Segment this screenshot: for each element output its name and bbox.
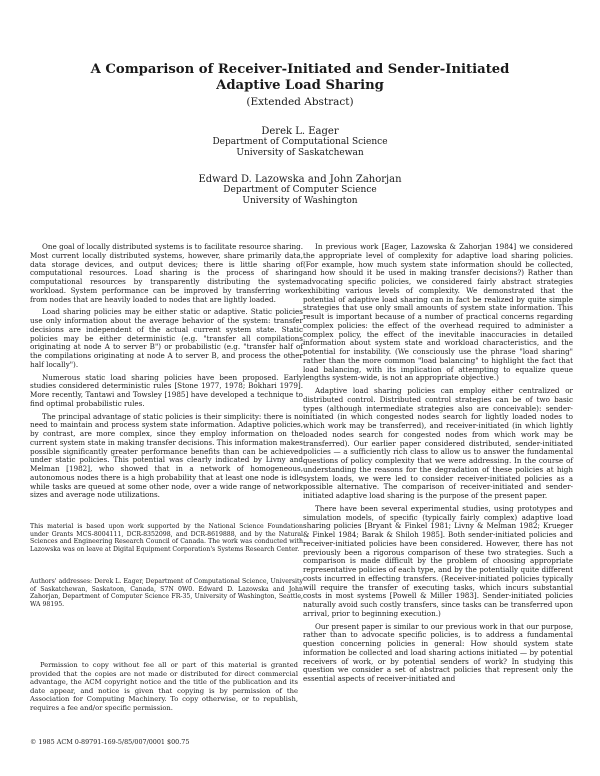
footnote-text: This material is based upon work supported by the National Science Foundation under Grants MCS-8004111, DCR-8352098, and DCR-8619888, and by the Natural Sciences and Engineering Research Council of Canada. The work was conducted with Lazowska was on leave at Digital Equipment Corporation's Systems Research Center. [30,523,303,553]
author-university: University of Washington [242,196,358,206]
body-paragraph: There have been several experimental studies, using prototypes and simulation models, of specific (typically fairly complex) adaptive load sharing policies [Bryant & Finkel 1981; Livny & Melman 1982; Krueger & Finkel 1984; Barak & Shiloh 1985]. Both sender-initiated policies and receiver-initiated policies have been considered. However, there has not previously been a rigorous comparison of these two strategies. Such a comparison is made difficult by the problem of choosing appropriate representative policies of each type, and by the potentially quite different costs incurred in effecting transfers. (Receiver-initiated policies typically will require the transfer of executing tasks, which incurs substantial costs in most systems [Powell & Miller 1983]. Sender-initiated policies naturally avoid such costly transfers, since tasks can be transferred upon arrival, prior to beginning execution.) [303,503,573,618]
footnote-funding [30,523,303,557]
permission-text: Permission to copy without fee all or part of this material is granted provided that the copies are not made or distributed for direct commercial advantage, the ACM copyright notice and the title of the publication and its date appear, and notice is given that copying is by permission of the Association for Computing Machinery. To copy otherwise, or to republish, requires a fee and/or specific permission. [30,661,298,712]
right-column [303,243,573,688]
author-name: Edward D. Lazowska and John Zahorjan [198,174,402,185]
paper-title [60,62,540,94]
copyright-line: © 1985 ACM 0-89791-169-5/85/007/0001 $00.75 [30,738,190,746]
body-paragraph: Numerous static load sharing policies have been proposed. Early studies considered deterministic rules [Stone 1977, 1978; Bokhari 1979]. More recently, Tantawi and Towsley [1985] have developed a technique to find optimal probabilistic rules. [30,372,303,408]
author-department: Department of Computational Science [212,137,388,147]
left-column [30,243,303,504]
title-line-1: A Comparison of Receiver-Initiated and Sender-Initiated [90,62,510,77]
body-paragraph: Our present paper is similar to our previous work in that our purpose, rather than to advocate specific policies, is to address a fundamental question concerning policies in general: How should system state information be collected and load sharing actions initiated — by potential receivers of work, or by potential senders of work? In studying this question we consider a set of abstract policies that represent only the essential aspects of receiver-initiated and [303,621,573,683]
author-university: University of Saskatchewan [236,148,364,158]
author-block-1 [60,126,540,159]
footnote-addresses [30,578,303,612]
body-paragraph: Load sharing policies may be either static or adaptive. Static policies use only information about the average behavior of the system: transfer decisions are independent of the actual current system state. Static policies may be either deterministic (e.g. "transfer all compilations originating at node A to server B") or probabilistic (e.g. "transfer half of the compilations originating at node A to server B, and process the other half locally"). [30,307,303,369]
author-name: Derek L. Eager [261,126,339,137]
body-paragraph: Adaptive load sharing policies can employ either centralized or distributed control. Distributed control strategies can be of two basic types (although intermediate strategies also are conceivable): sender-initiated (in which congested nodes search for lightly loaded nodes to which work may be transferred), and receiver-initiated (in which lightly loaded nodes search for congested nodes from which work may be transferred). Our earlier paper considered distributed, sender-initiated policies — a sufficiently rich class to allow us to answer the fundamental questions of policy complexity that we were addressing. In the course of understanding the reasons for the degradation of these policies at high system loads, we were led to consider receiver-initiated policies as a possible alternative. The comparison of receiver-initiated and sender-initiated adaptive load sharing is the purpose of the present paper. [303,386,573,500]
body-paragraph: One goal of locally distributed systems is to facilitate resource sharing. Most current locally distributed systems, however, share primarily data, data storage devices, and output devices; there is little sharing of computational resources. Load sharing is the process of sharing computational resources by transparently distributing the system workload. System performance can be improved by transferring work from nodes that are heavily loaded to nodes that are lightly loaded. [30,242,303,304]
body-paragraph: In previous work [Eager, Lazowska & Zahorjan 1984] we considered the appropriate level of complexity for adaptive load sharing policies. (For example, how much system state information should be collected, and how should it be used in making transfer decisions?) Rather than advocating specific policies, we considered fairly abstract strategies exhibiting various levels of complexity. We demonstrated that the potential of adaptive load sharing can in fact be realized by quite simple strategies that use only small amounts of system state information. This result is important because of a number of practical concerns regarding complex policies: the effect of the overhead required to administer a complex policy, the effect of the inevitable inaccuracies in detailed information about system state and workload characteristics, and the potential for instability. (We consciously use the phrase "load sharing" rather than the more common "load balancing" to highlight the fact that load balancing, with its implication of attempting to equalize queue lengths system-wide, is not an appropriate objective.) [303,242,573,383]
body-paragraph: The principal advantage of static policies is their simplicity: there is no need to maintain and process system state information. Adaptive policies, by contrast, are more complex, since they employ information on the current system state in making transfer decisions. This information makes possible significantly greater performance benefits than can be achieved under static policies. This potential was clearly indicated by Livny and Melman [1982], who showed that in a network of homogeneous, autonomous nodes there is a high probability that at least one node is idle while tasks are queued at some other node, over a wide range of network sizes and average node utilizations. [30,411,303,500]
author-block-2 [60,174,540,207]
permission-notice [30,661,298,712]
title-line-2: Adaptive Load Sharing [216,78,384,93]
paper-subtitle: (Extended Abstract) [246,96,354,108]
author-department: Department of Computer Science [223,185,377,195]
footnote-text: Authors' addresses: Derek L. Eager, Department of Computational Science, University of Saskatchewan, Saskatoon, Canada, S7N 0W0. Edward D. Lazowska and John Zahorjan, Department of Computer Science FR-35, University of Washington, Seattle, WA 98195. [30,578,303,608]
